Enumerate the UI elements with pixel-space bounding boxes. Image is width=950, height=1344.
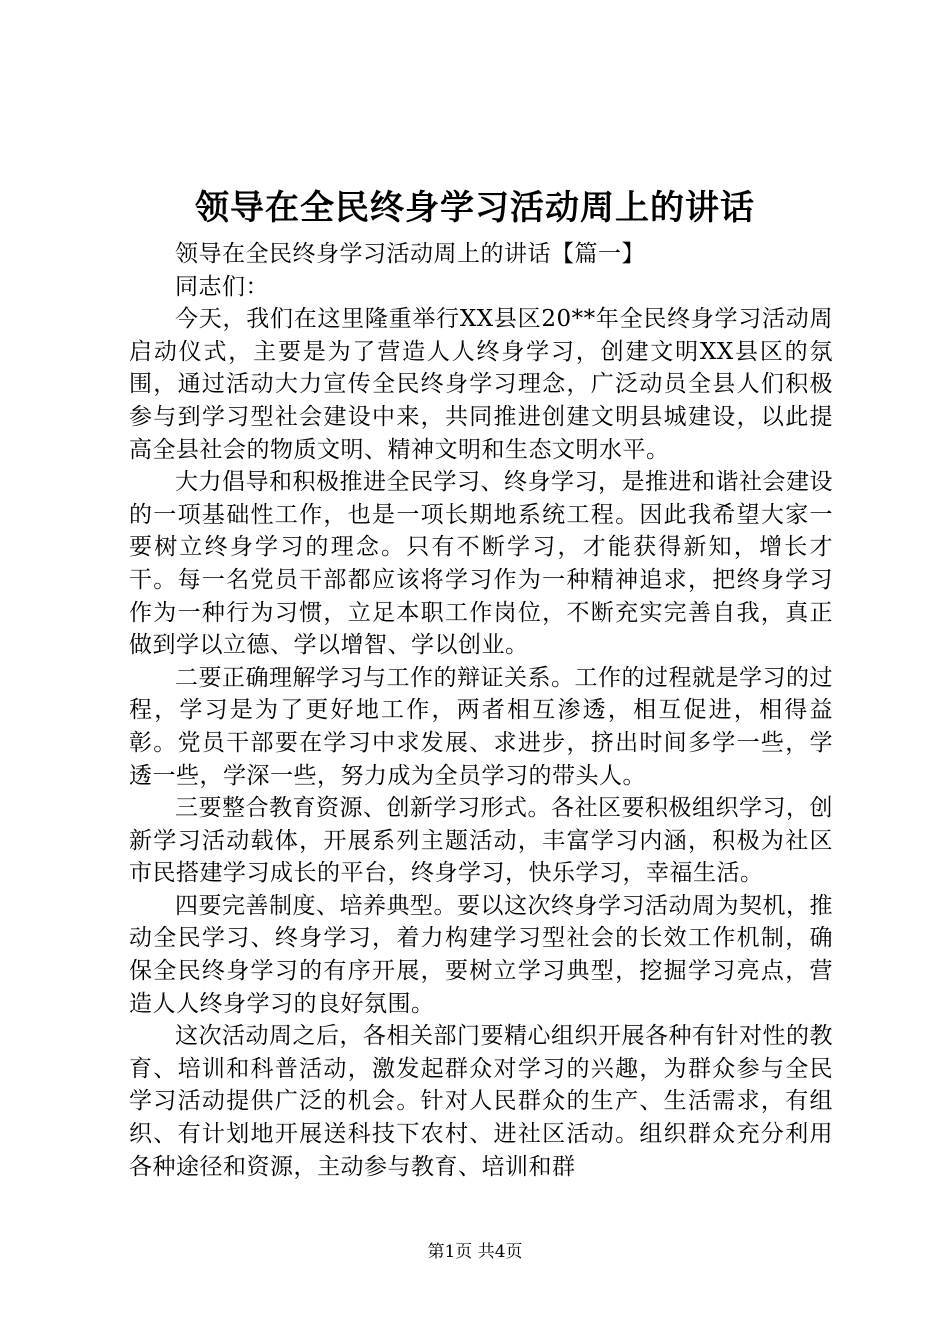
paragraph: 大力倡导和积极推进全民学习、终身学习，是推进和谐社会建设的一项基础性工作，也是一项长期地系统工程。因此我希望大家一要树立终身学习的理念。只有不断学习，才能获得新知，增长才干。每一名党员干部都应该将学习作为一种精神追求，把终身学习作为一种行为习惯，立足本职工作岗位，不断充实完善自我，真正做到学以立德、学以增智、学以创业。 — [129, 469, 833, 659]
salutation: 同志们： — [175, 273, 269, 300]
section-heading: 领导在全民终身学习活动周上的讲话【篇一】 — [175, 241, 645, 267]
paragraph: 四要完善制度、培养典型。要以这次终身学习活动周为契机，推动全民学习、终身学习，着力构建学习型社会的长效工作机制，确保全民终身学习的有序开展，要树立学习典型，挖掘学习亮点，营造人人终身学习的良好氛围。 — [129, 892, 833, 1017]
paragraph: 二要正确理解学习与工作的辩证关系。工作的过程就是学习的过程，学习是为了更好地工作，两者相互渗透，相互促进，相得益彰。党员干部要在学习中求发展、求进步，挤出时间多学一些，学透一些，学深一些，努力成为全员学习的带头人。 — [129, 664, 833, 789]
document-body — [129, 238, 833, 1183]
document-title: 领导在全民终身学习活动周上的讲话 — [195, 188, 755, 228]
paragraph: 这次活动周之后，各相关部门要精心组织开展各种有针对性的教育、培训和科普活动，激发起群众对学习的兴趣，为群众参与全民学习活动提供广泛的机会。针对人民群众的生产、生活需求，有组织、有计划地开展送科技下农村、进社区活动。组织群众充分利用各种途径和资源，主动参与教育、培训和群 — [129, 1023, 833, 1180]
page-footer: 第1页 共4页 — [427, 1242, 523, 1262]
paragraph: 三要整合教育资源、创新学习形式。各社区要积极组织学习，创新学习活动载体，开展系列主题活动，丰富学习内涵，积极为社区市民搭建学习成长的平台，终身学习，快乐学习，幸福生活。 — [129, 795, 833, 887]
paragraph: 今天，我们在这里隆重举行XX县区20**年全民终身学习活动周启动仪式，主要是为了营造人人终身学习，创建文明XX县区的氛围，通过活动大力宣传全民终身学习理念，广泛动员全县人们积极参与到学习型社会建设中来，共同推进创建文明县城建设，以此提高全县社会的物质文明、精神文明和生态文明水平。 — [129, 306, 833, 463]
